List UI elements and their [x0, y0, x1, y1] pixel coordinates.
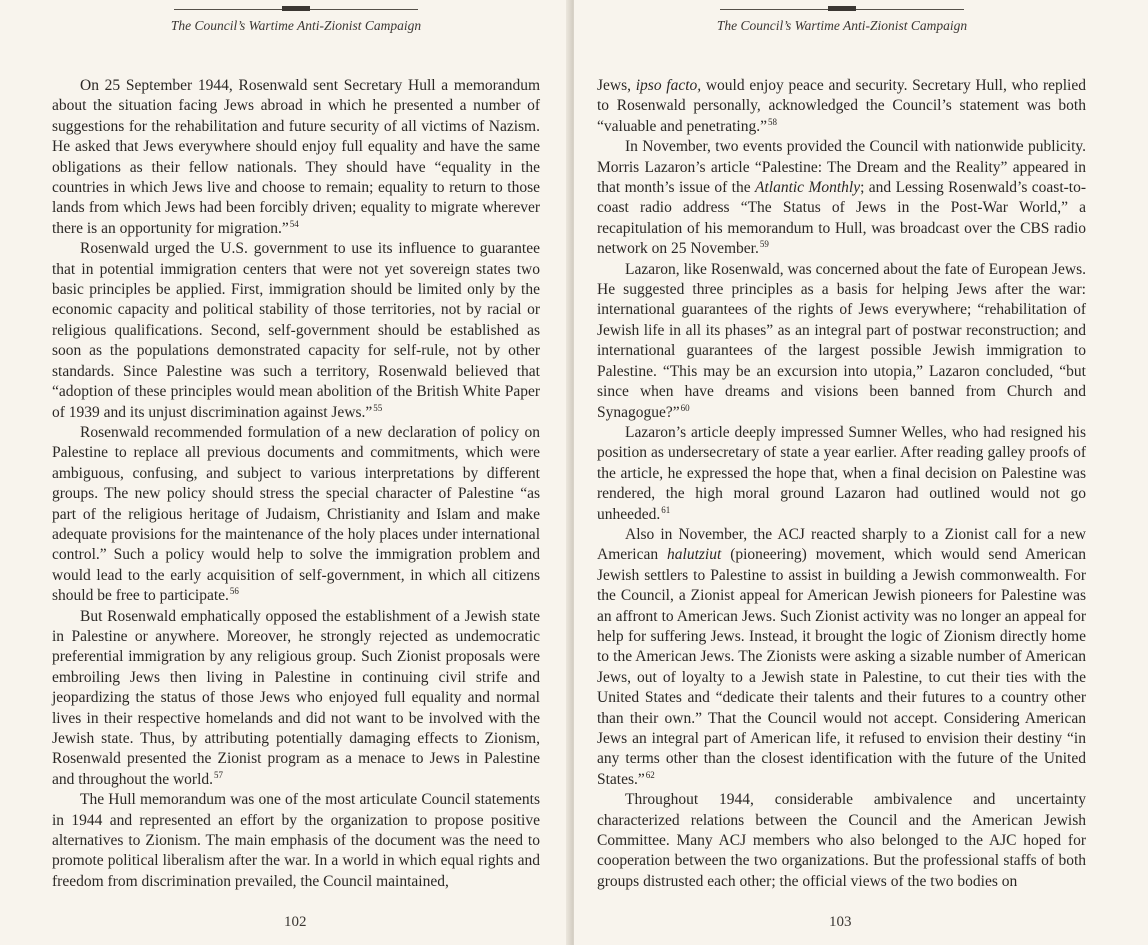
paragraph-text: Throughout 1944, considerable ambivalence and uncertainty characterized relations between the Council and the American Jewish Committee. Many ACJ members who also belonged to the AJC hoped for cooperation between the two organizations. But the professional staffs of both groups distrusted each other; the official views of the two bodies on	[597, 791, 1086, 890]
italic-phrase: Atlantic Monthly	[754, 179, 861, 197]
paragraph	[52, 239, 540, 423]
paragraph-text: would enjoy peace and security. Secretary Hull, who replied to Rosenwald personally, acknowledged the Council’s statement was both “valuable and penetrating.”	[597, 77, 1086, 135]
paragraph-text: Rosenwald recommended formulation of a new declaration of policy on Palestine to replace all previous documents and commitments, which were ambiguous, confusing, and subject to various interpretations by different groups. The new policy should stress the special character of Palestine “as part of the religious heritage of Judaism, Christianity and Islam and make adequate provisions for the maintenance of the holy places under international control.” Such a policy would help to solve the immigration problem and would lead to the early acquisition of self-government, in which all citizens should be free to participate.	[52, 423, 540, 605]
page-number-left: 102	[284, 914, 307, 930]
left-page-body	[52, 76, 540, 892]
right-page	[574, 0, 1148, 945]
header-rule	[720, 9, 964, 10]
footnote-marker: 61	[661, 504, 671, 515]
paragraph-text: In November, two events provided the Council with nationwide publicity. Morris Lazaron’s article “Palestine: The Dream and the Reality” appeared in that month’s issue of the	[597, 138, 1086, 197]
footnote-marker: 60	[680, 402, 690, 413]
paragraph-text: The Hull memorandum was one of the most articulate Council statements in 1944 and represented an effort by the organization to propose positive alternatives to Zionism. The main emphasis of the document was the need to promote political liberalism after the war. In a world in which equal rights and freedom from discrimination prevailed, the Council maintained,	[52, 791, 540, 890]
paragraph	[597, 423, 1086, 525]
running-head-left: The Council’s Wartime Anti-Zionist Campaign	[170, 18, 422, 33]
paragraph	[597, 137, 1086, 259]
italic-phrase: halutziut	[667, 546, 722, 564]
right-page-body	[597, 76, 1086, 892]
footnote-marker: 62	[645, 769, 655, 780]
paragraph-text: ; and Lessing Rosenwald’s coast-to-coast radio address “The Status of Jews in the Post-War World,” a recapitulation of his memorandum to Hull, was broadcast over the CBS radio network on 25 November.	[597, 179, 1087, 258]
paragraph	[597, 260, 1086, 423]
page-number-right: 103	[829, 914, 852, 930]
italic-phrase: ipso facto,	[635, 77, 702, 94]
header-rule-tab	[828, 6, 856, 11]
footnote-marker: 58	[768, 116, 777, 127]
paragraph-text: But Rosenwald emphatically opposed the establishment of a Jewish state in Palestine or anywhere. Moreover, he strongly rejected as undemocratic preferential immigration by any religious group. Such Zionist proposals were embroiling Jews then living in Palestine in continuing civil strife and jeopardizing the status of those Jews who enjoyed full equality and normal lives in their respective homelands and did not want to be involved with the Jewish state. Thus, by attributing potentially damaging effects to Zionism, Rosenwald presented the Zionist program as a menace to Jews in Palestine and throughout the world.	[52, 607, 540, 788]
footnote-marker: 55	[373, 402, 383, 413]
paragraph-text: Rosenwald urged the U.S. government to use its influence to guarantee that in potential immigration centers that were not yet sovereign states two basic principles be applied. First, immigration should be limited only by the economic capacity and political stability of those territories, not by racial or religious qualifications. Second, self-government should be established as soon as the populations demonstrated capacity for self-rule, not by other standards. Since Palestine was such a territory, Rosenwald believed that “adoption of these principles would mean abolition of the British White Paper of 1939 and its unjust discrimination against Jews.”	[52, 240, 540, 421]
footnote-marker: 57	[214, 769, 224, 780]
paragraph	[597, 790, 1086, 892]
paragraph-text: On 25 September 1944, Rosenwald sent Secretary Hull a memorandum about the situation facing Jews abroad in which he presented a number of suggestions for the rehabilitation and future security of all victims of Nazism. He asked that Jews everywhere should enjoy full equality and have the same obligations as their fellow nationals. They should have “equality in the countries in which Jews live and choose to remain; equality to return to those lands from which Jews had been forcibly driven; equality to migrate wherever there is an opportunity for migration.”	[52, 77, 540, 237]
running-head-right: The Council’s Wartime Anti-Zionist Campaign	[716, 18, 968, 33]
paragraph	[597, 76, 1086, 137]
paragraph	[52, 76, 540, 239]
footnote-marker: 56	[229, 586, 239, 597]
paragraph-text: Lazaron’s article deeply impressed Sumner Welles, who had resigned his position as undersecretary of state a year earlier. After reading galley proofs of the article, he expressed the hope that, when a final decision on Palestine was rendered, the high moral ground Lazaron had outlined would not go unheeded.	[597, 423, 1086, 523]
left-page	[0, 0, 570, 945]
header-rule-tab	[282, 6, 310, 11]
paragraph	[597, 525, 1086, 790]
paragraph	[52, 423, 540, 607]
footnote-marker: 59	[759, 239, 769, 250]
footnote-marker: 54	[289, 218, 299, 229]
paragraph-text: Also in November, the ACJ reacted sharply to a Zionist call for a new American	[597, 525, 1086, 564]
paragraph-text: Lazaron, like Rosenwald, was concerned about the fate of European Jews. He suggested three principles as a basis for helping Jews after the war: international guarantees of the rights of Jews everywhere; “rehabilitation of Jewish life in all its phases” as an integral part of postwar reconstruction; and international guarantees of the largest possible Jewish immigration to Palestine. “This may be an excursion into utopia,” Lazaron concluded, “but since when have dreams and visions been banned from Church and Synagogue?”	[597, 260, 1086, 421]
paragraph-text: Jews,	[597, 77, 636, 94]
paragraph	[52, 607, 540, 791]
paragraph-text: (pioneering) movement, which would send American Jewish settlers to Palestine to assist in building a Jewish commonwealth. For the Council, a Zionist appeal for American Jewish pioneers for Palestine was an affront to American Jews. Such Zionist activity was no longer an appeal for help for suffering Jews. Instead, it brought the logic of Zionism directly home to the American Jews. The Zionists were asking a sizable number of American Jews, out of loyalty to a Jewish state in Palestine, to cut their ties with the United States and “dedicate their talents and their futures to a country other than their own.” That the Council would not accept. Considering American Jews an integral part of American life, it refused to envision their destiny “in any terms other than the closest identification with the future of the United States.”	[597, 546, 1086, 788]
paragraph	[52, 790, 540, 892]
header-rule	[174, 9, 418, 10]
